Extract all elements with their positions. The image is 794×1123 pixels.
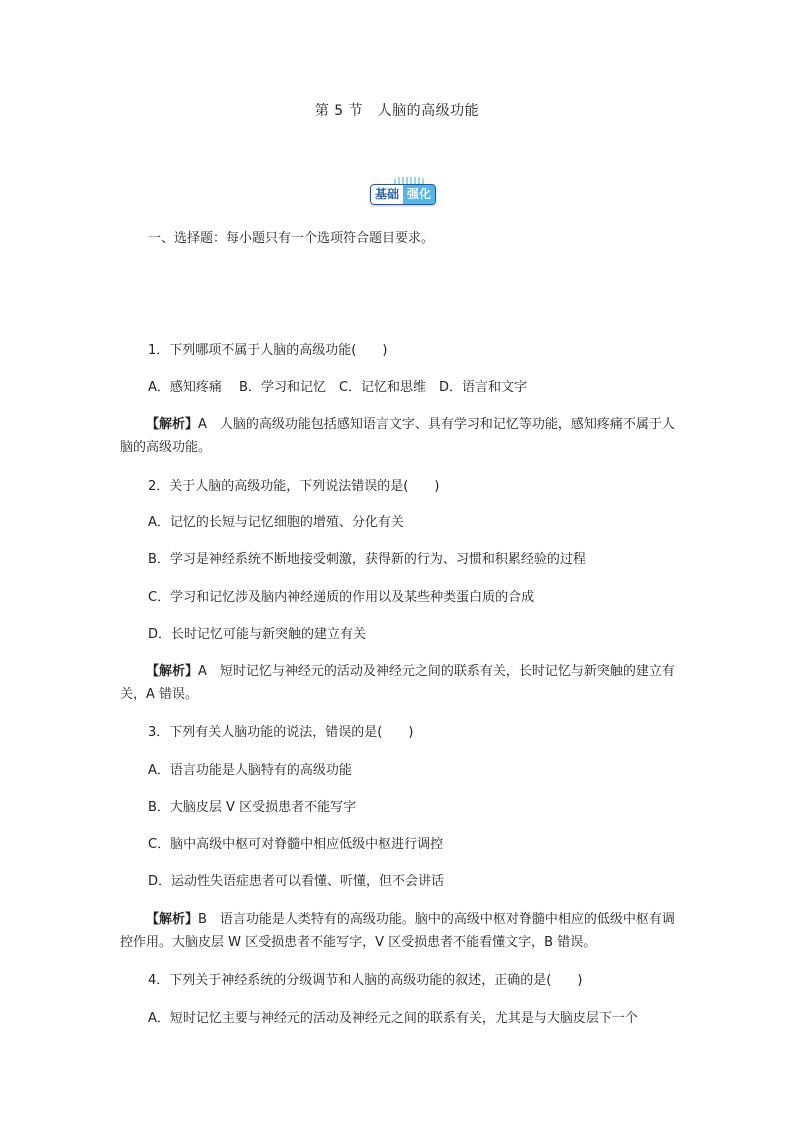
analysis-text: B 语言功能是人类特有的高级功能。脑中的高级中枢对脊髓中相应的低级中枢有调控作用。大脑皮层 W 区受损患者不能写字，V 区受损患者不能看懂文字，B 错误。 — [120, 912, 675, 950]
question-3-analysis — [120, 908, 680, 954]
page-title: 第 5 节 人脑的高级功能 — [314, 103, 480, 119]
question-2-analysis — [120, 660, 680, 706]
question-4-option-a: A．短时记忆主要与神经元的活动及神经元之间的联系有关，尤其是与大脑皮层下一个 — [148, 1011, 638, 1026]
question-3-option-c: C．脑中高级中枢可对脊髓中相应低级中枢进行调控 — [148, 837, 444, 852]
analysis-text: A 人脑的高级功能包括感知语言文字、具有学习和记忆等功能，感知疼痛不属于人脑的高级功能。 — [120, 417, 675, 455]
question-2-option-a: A．记忆的长短与记忆细胞的增殖、分化有关 — [148, 515, 404, 530]
badge-left-text: 基础 — [370, 184, 403, 205]
analysis-label: 【解析】 — [146, 912, 199, 927]
question-3-option-b: B．大脑皮层 V 区受损患者不能写字 — [148, 800, 357, 815]
question-2-stem: 2．关于人脑的高级功能，下列说法错误的是( ) — [148, 479, 440, 494]
question-1-analysis — [120, 413, 680, 459]
question-1-options: A．感知疼痛 B．学习和记忆 C．记忆和思维 D．语言和文字 — [148, 380, 528, 395]
question-3-option-a: A．语言功能是人脑特有的高级功能 — [148, 763, 352, 778]
analysis-label: 【解析】 — [146, 664, 199, 679]
section-heading: 一、选择题：每小题只有一个选项符合题目要求。 — [148, 231, 435, 246]
question-3-option-d: D．运动性失语症患者可以看懂、听懂，但不会讲话 — [148, 874, 445, 889]
question-2-option-c: C．学习和记忆涉及脑内神经递质的作用以及某些种类蛋白质的合成 — [148, 590, 535, 605]
question-2-option-d: D．长时记忆可能与新突触的建立有关 — [148, 627, 367, 642]
badge-right-text: 强化 — [403, 184, 436, 205]
question-2-option-b: B．学习是神经系统不断地接受刺激，获得新的行为、习惯和积累经验的过程 — [148, 552, 586, 567]
analysis-label: 【解析】 — [146, 417, 199, 432]
question-1-stem: 1．下列哪项不属于人脑的高级功能( ) — [148, 343, 388, 358]
analysis-text: A 短时记忆与神经元的活动及神经元之间的联系有关，长时记忆与新突触的建立有关，A 错误。 — [120, 664, 675, 702]
question-3-stem: 3．下列有关人脑功能的说法，错误的是( ) — [148, 725, 414, 740]
section-badge — [370, 184, 436, 205]
question-4-stem: 4．下列关于神经系统的分级调节和人脑的高级功能的叙述，正确的是( ) — [148, 973, 583, 988]
